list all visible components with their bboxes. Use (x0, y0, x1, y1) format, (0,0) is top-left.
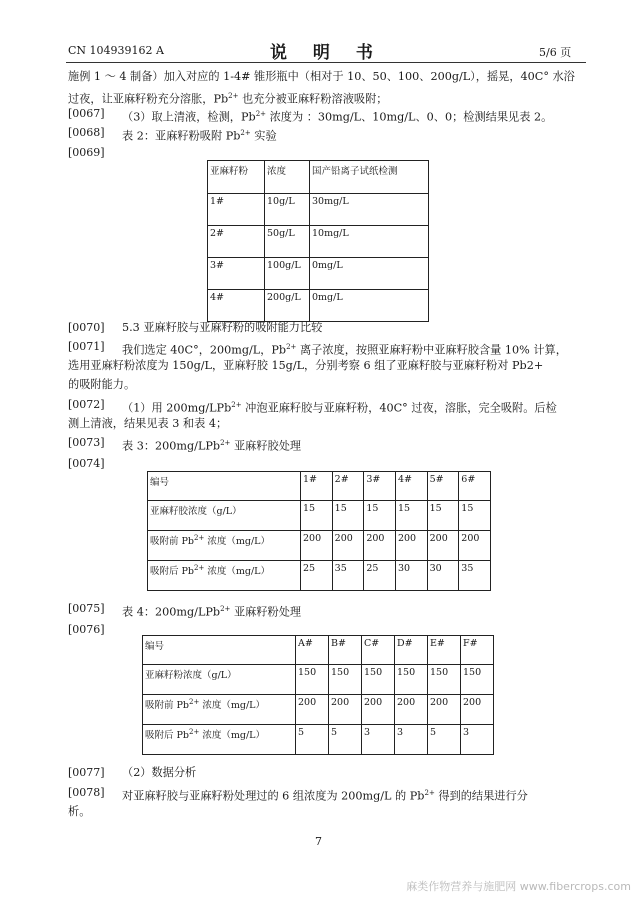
table-cell: 15 (427, 501, 459, 531)
paragraph-number: [0067] (68, 107, 105, 120)
page-indicator: 5/6 页 (539, 46, 572, 59)
page-number: 7 (315, 835, 322, 848)
table-header-cell: 编号 (148, 472, 301, 501)
text-line: （1）用 200mg/LPb$^{2+}$ 冲泡亚麻籽胶与亚麻籽粉，40C° 过夜，溶胀，完全吸附。后检 (122, 401, 557, 415)
text-line: 施例 1 ～ 4 制备）加入对应的 1-4# 锥形瓶中（相对于 10、50、100、200g/L），摇晃，40C° 水浴 (68, 70, 575, 83)
table-cell: 4# (208, 290, 265, 322)
table-row (208, 258, 429, 290)
table-cell: 200 (459, 531, 491, 561)
table-cell: 0mg/L (310, 258, 429, 290)
table-header-cell: A# (296, 636, 329, 665)
table-cell: 200 (395, 695, 428, 725)
paragraph-number: [0077] (68, 766, 105, 779)
table-cell: 150 (329, 665, 362, 695)
paragraph-number: [0073] (68, 436, 105, 449)
table-cell: 15 (332, 501, 364, 531)
table-cell: 50g/L (265, 226, 310, 258)
table-cell: 2# (208, 226, 265, 258)
table-cell: 100g/L (265, 258, 310, 290)
header-rule (66, 62, 586, 63)
text-line: 我们选定 40C°，200mg/L，$Pb^{2+}$ 离子浓度，按照亚麻籽粉中亚麻籽胶含量 10% 计算， (122, 343, 567, 357)
table-header-cell: 浓度 (265, 161, 310, 194)
paragraph-number: [0070] (68, 321, 105, 334)
table-cell: 200g/L (265, 290, 310, 322)
table-cell: 200 (461, 695, 494, 725)
table-cell: 吸附后 $Pb^{2+}$ 浓度（mg/L） (148, 561, 301, 591)
page-title: 说 明 书 (270, 43, 383, 63)
table-row (143, 665, 494, 695)
table-cell: 5 (329, 725, 362, 755)
table-cell: 0mg/L (310, 290, 429, 322)
table-cell: 200 (395, 531, 427, 561)
table-cell: 30 (395, 561, 427, 591)
table-2 (207, 160, 429, 322)
table-cell: 3 (461, 725, 494, 755)
paragraph-number: [0075] (68, 602, 105, 615)
table-cell: 亚麻籽粉浓度（g/L） (143, 665, 296, 695)
table-cell: 200 (427, 531, 459, 561)
text-line: 析。 (68, 805, 91, 818)
text-line: 的吸附能力。 (68, 378, 136, 391)
text-line: 测上清液，结果见表 3 和表 4； (68, 417, 228, 430)
table-header-cell: 4# (395, 472, 427, 501)
table-header-cell: 3# (364, 472, 396, 501)
watermark: 麻类作物营养与施肥网 www.fibercrops.com (406, 880, 631, 893)
table-cell: 150 (428, 665, 461, 695)
table-row (208, 194, 429, 226)
table-cell: 吸附前 $Pb^{2+}$ 浓度（mg/L） (148, 531, 301, 561)
table-caption: 表 3：200mg/LPb$^{2+}$ 亚麻籽胶处理 (122, 439, 302, 453)
table-cell: 吸附前 $Pb^{2+}$ 浓度（mg/L） (143, 695, 296, 725)
table-row (208, 226, 429, 258)
table-cell: 30mg/L (310, 194, 429, 226)
table-header-cell: B# (329, 636, 362, 665)
table-header-cell: D# (395, 636, 428, 665)
table-cell: 25 (301, 561, 333, 591)
paragraph-number: [0076] (68, 623, 105, 636)
table-cell: 25 (364, 561, 396, 591)
table-header-cell: 国产铅离子试纸检测 (310, 161, 429, 194)
table-caption: 表 2：亚麻籽粉吸附 $Pb^{2+}$ 实验 (122, 129, 277, 143)
table-cell: 200 (296, 695, 329, 725)
table-header-cell: 2# (332, 472, 364, 501)
table-row (148, 531, 491, 561)
paragraph-number: [0078] (68, 786, 105, 799)
table-cell: 150 (461, 665, 494, 695)
text-line: （3）取上清液，检测，$Pb^{2+}$ 浓度为 ：30mg/L、10mg/L、0、0；检测结果见表 2。 (122, 110, 553, 124)
table-header-cell: 1# (301, 472, 333, 501)
table-row (143, 725, 494, 755)
table-cell: 30 (427, 561, 459, 591)
table-cell: 1# (208, 194, 265, 226)
paragraph-number: [0068] (68, 126, 105, 139)
table-header-cell: 5# (427, 472, 459, 501)
table-cell: 5 (296, 725, 329, 755)
table-cell: 5 (428, 725, 461, 755)
text-line: 选用亚麻籽粉浓度为 150g/L，亚麻籽胶 15g/L，分别考察 6 组了亚麻籽胶与亚麻籽粉对 Pb2+ (68, 359, 544, 372)
table-header-cell: C# (362, 636, 395, 665)
table-cell: 200 (301, 531, 333, 561)
table-cell: 10mg/L (310, 226, 429, 258)
table-cell: 35 (459, 561, 491, 591)
table-cell: 吸附后 $Pb^{2+}$ 浓度（mg/L） (143, 725, 296, 755)
section-heading: 5.3 亚麻籽胶与亚麻籽粉的吸附能力比较 (122, 321, 323, 334)
text-line: 过夜，让亚麻籽粉充分溶胀，$Pb^{2+}$ 也充分被亚麻籽粉溶液吸附； (68, 92, 388, 106)
paragraph-number: [0072] (68, 398, 105, 411)
table-header-cell: E# (428, 636, 461, 665)
table-3 (147, 471, 491, 591)
paragraph-number: [0071] (68, 340, 105, 353)
table-cell: 亚麻籽胶浓度（g/L） (148, 501, 301, 531)
table-cell: 15 (301, 501, 333, 531)
table-cell: 3# (208, 258, 265, 290)
paragraph-number: [0074] (68, 457, 105, 470)
table-cell: 200 (332, 531, 364, 561)
table-cell: 200 (329, 695, 362, 725)
text-line: （2）数据分析 (122, 766, 197, 779)
patent-id: CN 104939162 A (68, 44, 164, 57)
table-cell: 200 (428, 695, 461, 725)
table-row (148, 501, 491, 531)
table-cell: 15 (364, 501, 396, 531)
table-row (143, 695, 494, 725)
table-header-cell: 6# (459, 472, 491, 501)
table-cell: 35 (332, 561, 364, 591)
table-cell: 15 (395, 501, 427, 531)
table-header-cell: 亚麻籽粉 (208, 161, 265, 194)
table-cell: 15 (459, 501, 491, 531)
table-cell: 150 (296, 665, 329, 695)
table-4 (142, 635, 494, 755)
text-line: 对亚麻籽胶与亚麻籽粉处理过的 6 组浓度为 200mg/L 的 $Pb^{2+}$ 得到的结果进行分 (122, 789, 528, 803)
table-header-cell: 编号 (143, 636, 296, 665)
table-row (148, 561, 491, 591)
table-cell: 3 (362, 725, 395, 755)
table-header-cell: F# (461, 636, 494, 665)
paragraph-number: [0069] (68, 146, 105, 159)
table-row (208, 290, 429, 322)
table-cell: 3 (395, 725, 428, 755)
table-cell: 150 (362, 665, 395, 695)
table-cell: 10g/L (265, 194, 310, 226)
table-caption: 表 4：200mg/LPb$^{2+}$ 亚麻籽粉处理 (122, 605, 302, 619)
table-cell: 150 (395, 665, 428, 695)
table-cell: 200 (362, 695, 395, 725)
table-cell: 200 (364, 531, 396, 561)
